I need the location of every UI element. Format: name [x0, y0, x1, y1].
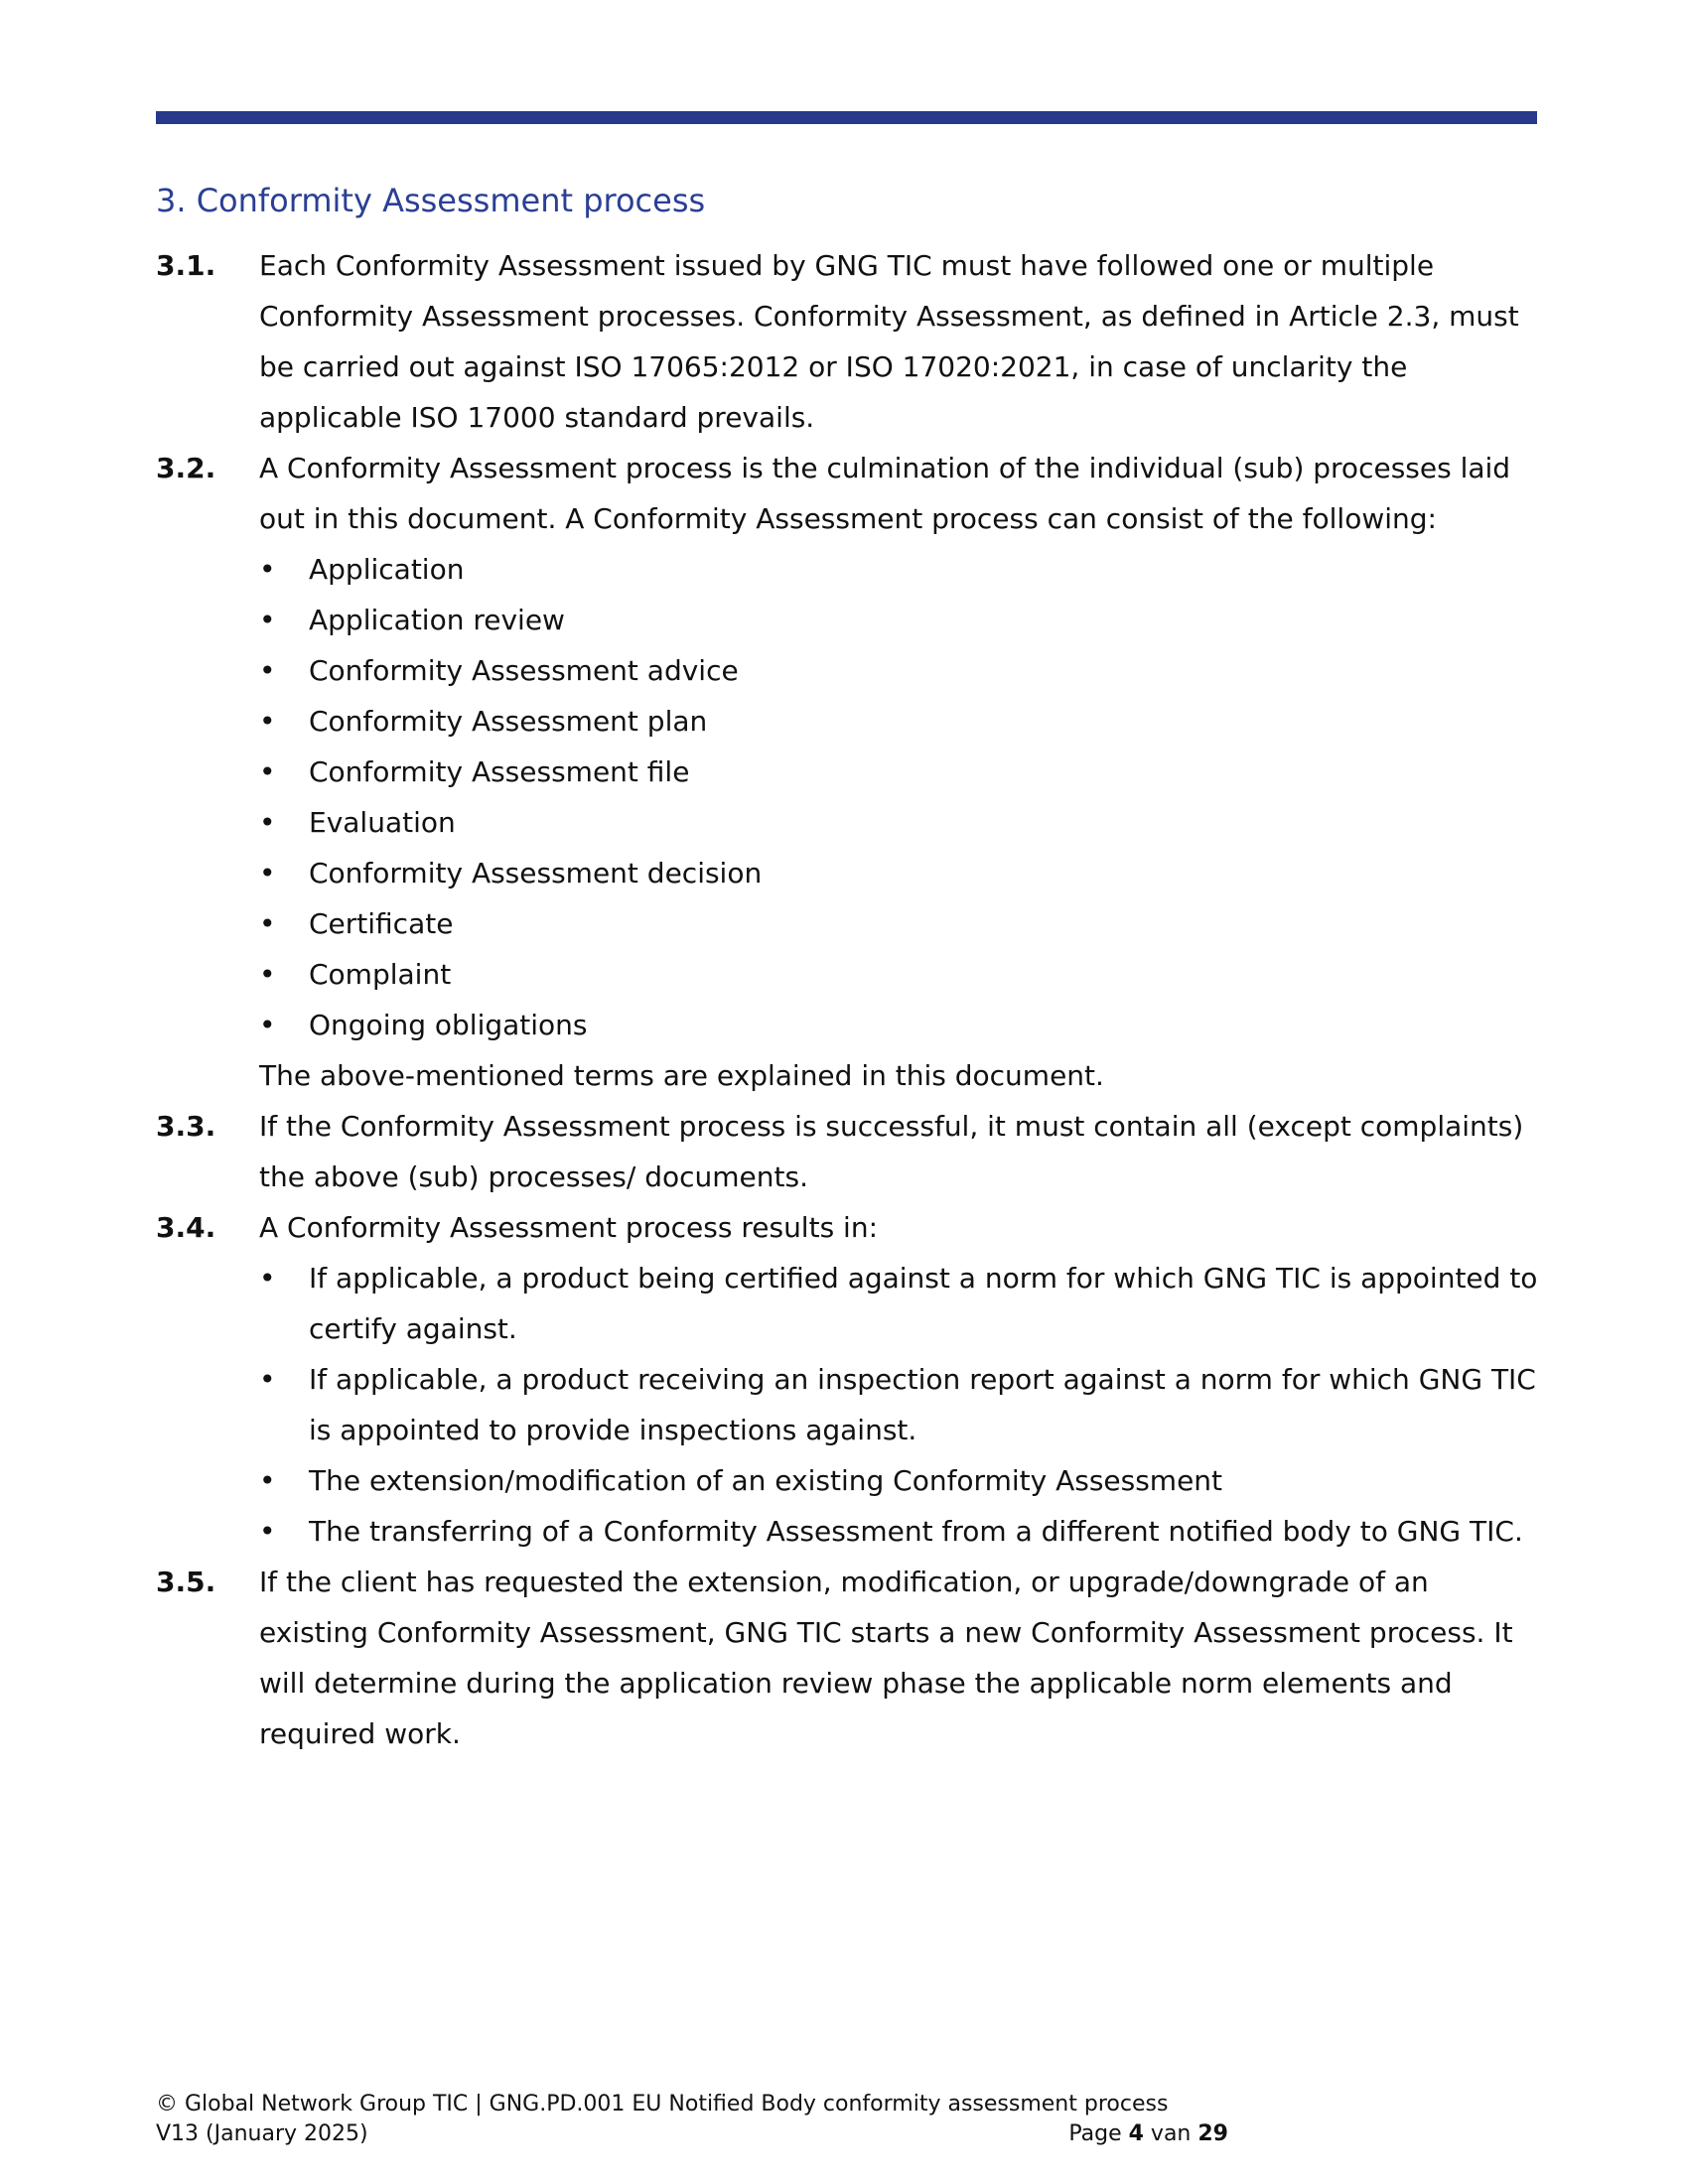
bullet-list [259, 544, 1541, 1050]
bullet-list [259, 1253, 1541, 1557]
clause-number: 3.1. [156, 249, 216, 282]
document-body [156, 179, 1541, 1759]
clause-3-4 [156, 1202, 1541, 1557]
list-item: • Conformity Assessment plan [259, 696, 1541, 747]
page-number: Page 4 van 29 [1068, 2121, 1228, 2146]
clause-closing-text: The above-mentioned terms are explained in this document. [259, 1059, 1104, 1092]
clause-text: A Conformity Assessment process is the culmination of the individual (sub) processes laid out in this document. A Conformity Assessment process can consist of the following: [259, 452, 1511, 535]
page-footer [156, 2090, 1228, 2149]
clause-3-1 [156, 240, 1541, 443]
clause-3-2 [156, 443, 1541, 1101]
list-item: • If applicable, a product being certified against a norm for which GNG TIC is appointed to certify against. [259, 1253, 1541, 1354]
list-item: • If applicable, a product receiving an inspection report against a norm for which GNG TIC is appointed to provide inspections against. [259, 1354, 1541, 1455]
clause-text: A Conformity Assessment process results in: [259, 1211, 879, 1244]
section-title: 3. Conformity Assessment process [156, 182, 706, 219]
clause-text: Each Conformity Assessment issued by GNG TIC must have followed one or multiple Conformity Assessment processes. Conformity Assessment, as defined in Article 2.3, must be carried out against ISO 17065:2012 or ISO 17020:2021, in case of unclarity the applicable ISO 17000 standard prevails. [259, 249, 1519, 434]
clause-3-3 [156, 1101, 1541, 1202]
clause-number: 3.3. [156, 1110, 216, 1143]
list-item: • Application [259, 544, 1541, 595]
clause-number: 3.5. [156, 1566, 216, 1598]
clause-text: If the client has requested the extension, modification, or upgrade/downgrade of an existing Conformity Assessment, GNG TIC starts a new Conformity Assessment process. It will determine during the application review phase the applicable norm elements and required work. [259, 1566, 1513, 1750]
list-item: • Conformity Assessment decision [259, 848, 1541, 898]
clause-3-5 [156, 1557, 1541, 1759]
footer-version: V13 (January 2025) [156, 2121, 368, 2146]
list-item: • Conformity Assessment file [259, 747, 1541, 797]
list-item: • The transferring of a Conformity Assessment from a different notified body to GNG TIC. [259, 1506, 1541, 1557]
list-item: • Conformity Assessment advice [259, 645, 1541, 696]
list-item: • Certificate [259, 898, 1541, 949]
list-item: • Application review [259, 595, 1541, 645]
list-item: • Complaint [259, 949, 1541, 1000]
list-item: • Evaluation [259, 797, 1541, 848]
footer-copyright: © Global Network Group TIC | GNG.PD.001 EU Notified Body conformity assessment process [156, 2092, 1169, 2116]
header-rule [156, 111, 1537, 124]
clause-number: 3.4. [156, 1211, 216, 1244]
list-item: • The extension/modification of an existing Conformity Assessment [259, 1455, 1541, 1506]
list-item: • Ongoing obligations [259, 1000, 1541, 1050]
clause-number: 3.2. [156, 452, 216, 484]
clause-text: If the Conformity Assessment process is successful, it must contain all (except complaints) the above (sub) processes/ documents. [259, 1110, 1524, 1193]
